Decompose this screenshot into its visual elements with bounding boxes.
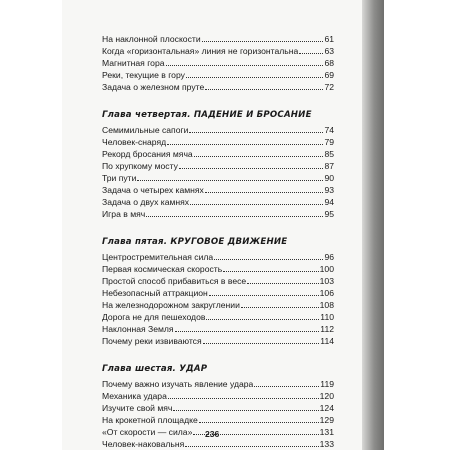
toc-entry-title: Магнитная гора <box>102 58 165 68</box>
toc-entry <box>102 414 334 426</box>
leader-dots <box>254 386 319 387</box>
toc-entry <box>102 81 334 93</box>
toc-entry-title: Небезопасный аттракцион <box>102 288 208 298</box>
toc-entry-title: Реки, текущие в гору <box>102 70 185 80</box>
leader-dots <box>206 319 319 320</box>
toc-entry-title: Когда «горизонтальная» линия не горизонтальна <box>102 46 299 56</box>
toc-entry <box>102 438 334 450</box>
toc-entry-page: 74 <box>324 125 334 135</box>
toc-section <box>102 108 334 220</box>
toc-entry <box>102 299 334 311</box>
toc-entry-title: Простой способ прибавиться в весе <box>102 276 247 286</box>
leader-dots <box>173 410 318 411</box>
chapter-heading: Глава шестая. УДАР <box>102 364 208 374</box>
leader-dots <box>194 156 324 157</box>
toc-entry <box>102 172 334 184</box>
toc-entry-page: 129 <box>319 415 334 425</box>
toc-entry-title: Семимильные сапоги <box>102 125 189 135</box>
leader-dots <box>241 307 319 308</box>
leader-dots <box>146 216 323 217</box>
toc-entry <box>102 251 334 263</box>
toc-entry-title: Задача о железном пруте <box>102 82 205 92</box>
leader-dots <box>168 398 319 399</box>
toc-entry-page: 119 <box>320 379 334 389</box>
toc-entry <box>102 124 334 136</box>
toc-entry <box>102 378 334 390</box>
toc-entry <box>102 196 334 208</box>
toc-entry <box>102 160 334 172</box>
leader-dots <box>166 65 324 66</box>
toc-entry <box>102 148 334 160</box>
leader-dots <box>202 41 324 42</box>
toc-entry-page: 133 <box>319 439 334 449</box>
spacer <box>102 347 334 362</box>
toc-entry-page: 72 <box>324 82 334 92</box>
toc-entry-page: 95 <box>324 209 334 219</box>
toc-entry-page: 68 <box>324 58 334 68</box>
toc-entry <box>102 323 334 335</box>
toc-entry <box>102 208 334 220</box>
toc-entry <box>102 184 334 196</box>
toc-entry-page: 69 <box>324 70 334 80</box>
toc-entry-page: 120 <box>319 391 334 401</box>
leader-dots <box>247 283 318 284</box>
toc-entry-title: Почему реки извиваются <box>102 336 202 346</box>
toc-entry-page: 63 <box>324 46 334 56</box>
toc-entry-title: Механика удара <box>102 391 167 401</box>
toc-entry-page: 79 <box>324 137 334 147</box>
toc-entry-title: Задача о двух камнях <box>102 197 190 207</box>
toc-entry-page: 114 <box>320 336 334 346</box>
leader-dots <box>223 271 318 272</box>
chapter-heading: Глава пятая. КРУГОВОЕ ДВИЖЕНИЕ <box>102 237 288 247</box>
table-of-contents <box>102 33 334 450</box>
chapter-heading: Глава четвертая. ПАДЕНИЕ И БРОСАНИЕ <box>102 110 312 120</box>
leader-dots <box>175 331 320 332</box>
leader-dots <box>179 168 324 169</box>
toc-entry <box>102 263 334 275</box>
toc-entry <box>102 45 334 57</box>
leader-dots <box>203 343 320 344</box>
toc-entry-title: Центростремительная сила <box>102 252 214 262</box>
toc-entry-title: По хрупкому мосту <box>102 161 178 171</box>
toc-entry <box>102 69 334 81</box>
toc-entry-title: На крокетной площадке <box>102 415 198 425</box>
toc-entry <box>102 136 334 148</box>
leader-dots <box>167 144 323 145</box>
toc-entry <box>102 287 334 299</box>
toc-entry <box>102 402 334 414</box>
toc-entry <box>102 311 334 323</box>
toc-entry-page: 108 <box>319 300 334 310</box>
leader-dots <box>214 259 323 260</box>
leader-dots <box>205 192 324 193</box>
leader-dots <box>186 77 324 78</box>
toc-entry-page: 106 <box>319 288 334 298</box>
spacer <box>102 93 334 108</box>
leader-dots <box>190 204 323 205</box>
toc-entry <box>102 275 334 287</box>
toc-entry-page: 87 <box>324 161 334 171</box>
toc-entry-title: Наклонная Земля <box>102 324 174 334</box>
leader-dots <box>185 446 318 447</box>
toc-entry-title: Человек-наковальня <box>102 439 185 449</box>
toc-entry-page: 94 <box>324 197 334 207</box>
page-number: 236 <box>205 429 220 439</box>
toc-entry <box>102 33 334 45</box>
toc-entry-page: 103 <box>319 276 334 286</box>
leader-dots <box>199 422 319 423</box>
toc-entry-page: 100 <box>319 264 334 274</box>
toc-entry-title: Изучите свой мяч <box>102 403 173 413</box>
toc-entry-page: 93 <box>324 185 334 195</box>
leader-dots <box>205 89 323 90</box>
toc-entry-title: Рекорд бросания мяча <box>102 149 193 159</box>
toc-entry-page: 85 <box>324 149 334 159</box>
toc-entry <box>102 57 334 69</box>
toc-entry-title: Игра в мяч <box>102 209 146 219</box>
leader-dots <box>137 180 323 181</box>
toc-entry-page: 90 <box>324 173 334 183</box>
toc-entry-title: «От скорости — сила» <box>102 427 193 437</box>
toc-entry <box>102 390 334 402</box>
toc-entry-title: Задача о четырех камнях <box>102 185 204 195</box>
leader-dots <box>189 132 323 133</box>
toc-entry-title: На железнодорожном закруглении <box>102 300 240 310</box>
toc-entry-title: Три пути <box>102 173 137 183</box>
toc-entry-page: 110 <box>320 312 334 322</box>
toc-entry-title: Дорога не для пешеходов <box>102 312 206 322</box>
leader-dots <box>209 295 319 296</box>
toc-entry-title: Почему важно изучать явление удара <box>102 379 254 389</box>
toc-entry-page: 124 <box>319 403 334 413</box>
spacer <box>102 220 334 235</box>
toc-entry-page: 61 <box>324 34 334 44</box>
leader-dots <box>299 53 323 54</box>
toc-entry-page: 112 <box>320 324 334 334</box>
toc-entry-page: 131 <box>319 427 334 437</box>
toc-entry-title: На наклонной плоскости <box>102 34 201 44</box>
toc-section <box>102 33 334 93</box>
toc-entry-title: Первая космическая скорость <box>102 264 223 274</box>
toc-entry-page: 96 <box>324 252 334 262</box>
toc-entry-title: Человек-снаряд <box>102 137 167 147</box>
binding-shadow <box>362 0 384 450</box>
toc-entry <box>102 335 334 347</box>
toc-section <box>102 235 334 347</box>
